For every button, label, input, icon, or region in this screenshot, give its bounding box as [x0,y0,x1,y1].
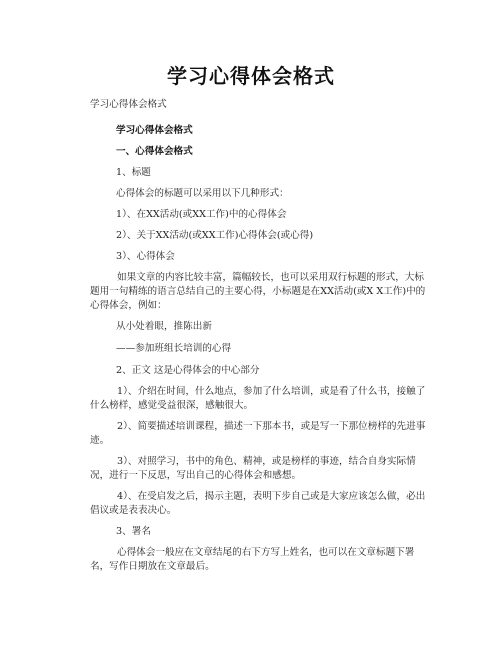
body-point-1 [90,385,430,413]
title-forms-intro: 心得体会的标题可以采用以下几种形式： [116,188,289,199]
paragraph-line: 1）、介绍在时间，什么地点，参加了什么培训，或是看了什么书，接触了 [117,386,426,397]
paragraph-line: 心得体会，例如： [90,300,167,311]
title-form-2: 2）、关于XX活动(或XX工作)心得体会(或心得) [116,230,314,241]
example-main-title: 从小处着眼，推陈出新 [116,321,212,332]
paragraph-line: 况，进行一下反思，写出自己的心得体会和感想。 [90,470,302,481]
paragraph-line: 如果文章的内容比较丰富，篇幅较长，也可以采用双行标题的形式，大标 [117,272,424,283]
paragraph-line: 心得体会一般应在文章结尾的右下方写上姓名，也可以在文章标题下署 [117,547,415,558]
example-sub-title: ——参加班组长培训的心得 [116,343,232,354]
document-subtitle: 学习心得体会格式 [90,99,167,110]
paragraph-line: 倡议或是表表决心。 [90,505,177,516]
item-body-heading: 2、正文 这是心得体会的中心部分 [116,365,260,376]
title-form-1: 1）、在XX活动(或XX工作)中的心得体会 [116,209,287,220]
signature-paragraph [90,546,430,574]
paragraph-line: 什么榜样，感觉受益很深，感触很大。 [90,400,254,411]
double-title-paragraph [90,271,430,313]
item-title-heading: 1、标题 [116,167,151,178]
body-point-2 [90,420,430,448]
title-form-3: 3）、心得体会 [116,251,175,262]
paragraph-line: 迹。 [90,435,110,446]
section-heading-one: 一、心得体会格式 [116,146,193,157]
body-point-3 [90,455,430,483]
paragraph-line: 4）、在受启发之后，揭示主题，表明下步自己或是大家应该怎么做，必出 [117,491,426,502]
document-title: 学习心得体会格式 [167,64,335,88]
body-point-4 [90,490,430,518]
paragraph-line: 名，写作日期放在文章最后。 [90,561,215,572]
paragraph-line: 题用一句精练的语言总结自己的主要心得，小标题是在XX活动(或X X工作)中的 [90,286,426,297]
paragraph-line: 3）、对照学习，书中的角色、精神，或是榜样的事迹，结合自身实际情 [117,456,416,467]
bold-heading: 学习心得体会格式 [116,125,193,136]
item-signature-heading: 3、署名 [116,526,151,537]
paragraph-line: 2）、简要描述培训课程，描述一下那本书，或是写一下那位榜样的先进事 [117,421,426,432]
